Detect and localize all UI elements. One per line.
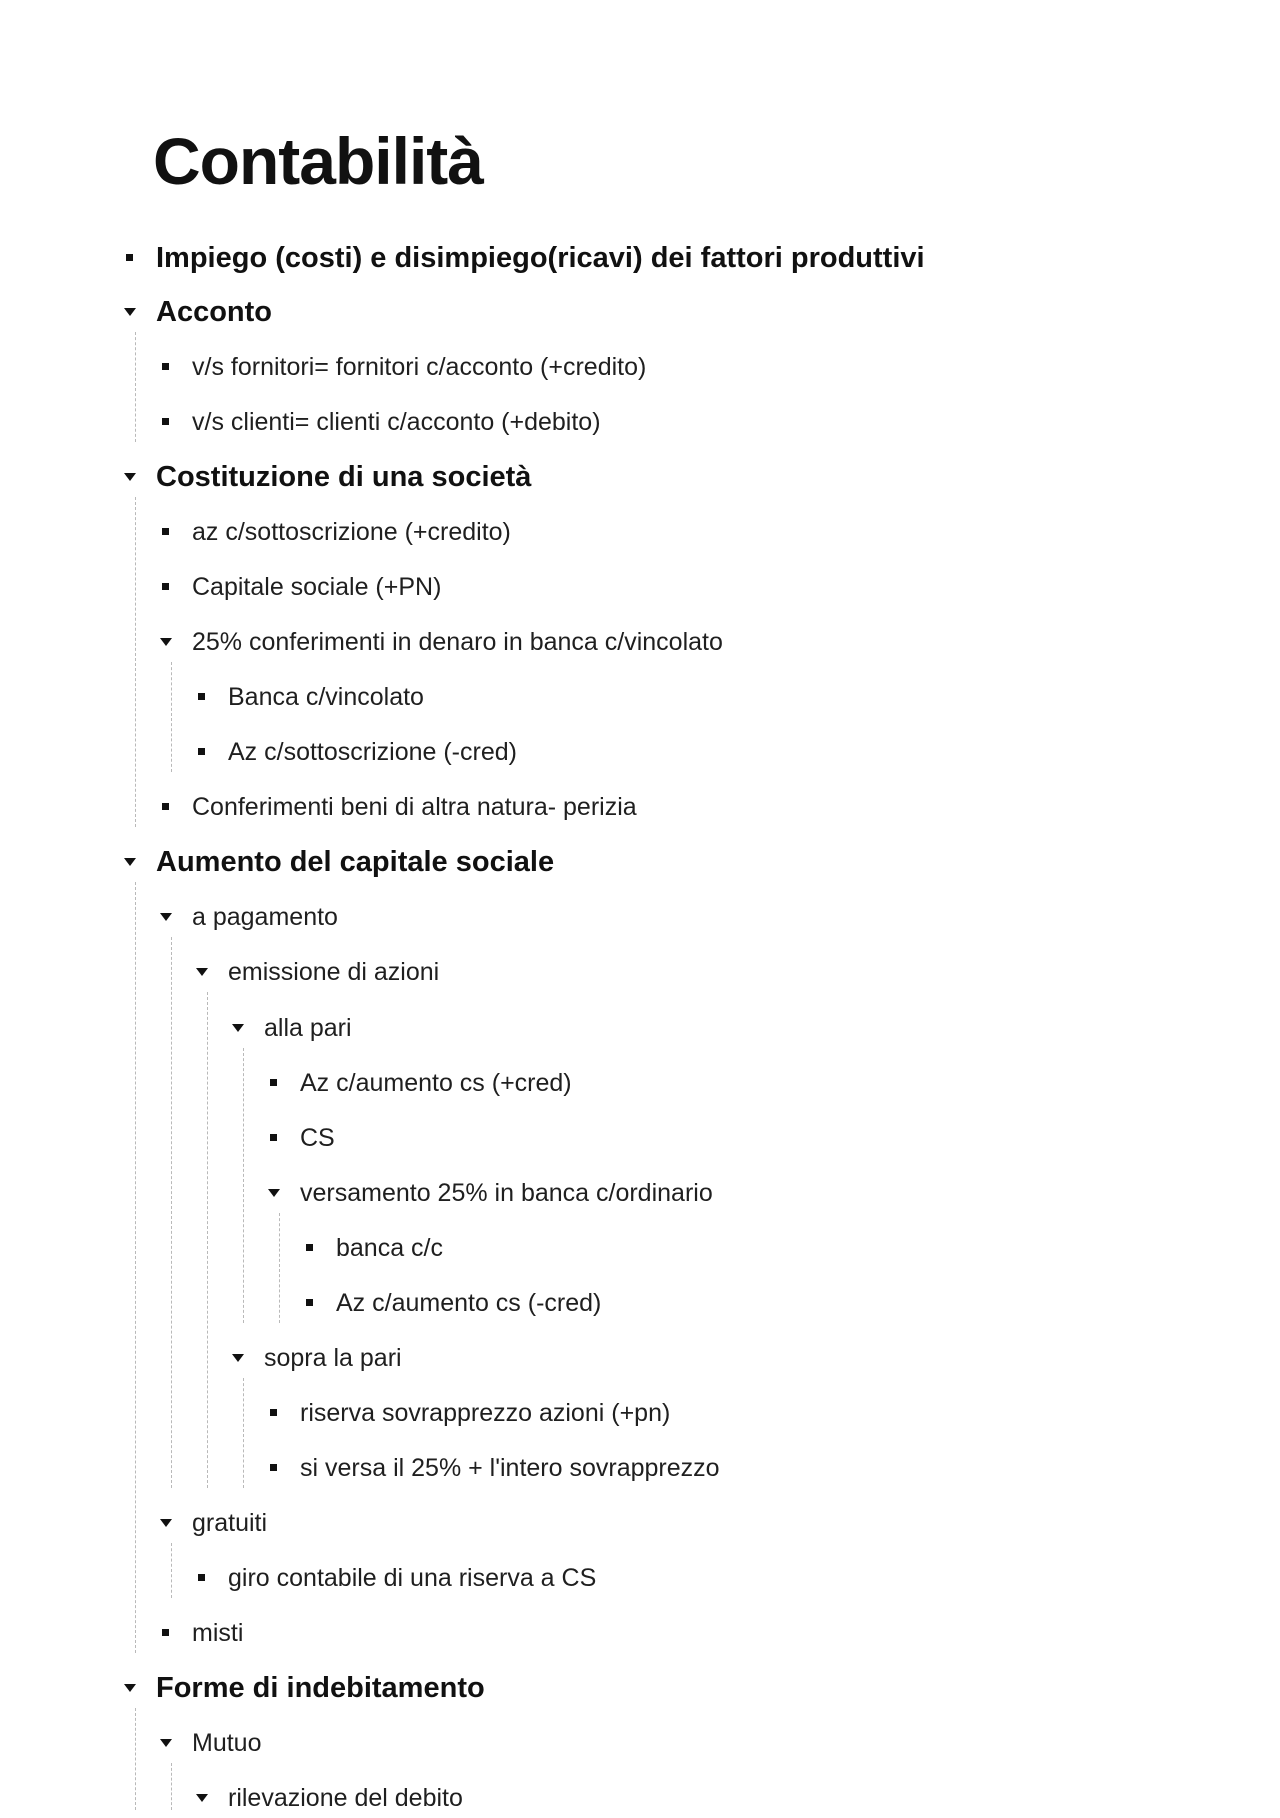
outline-item-text: si versa il 25% + l'intero sovrapprezzo	[300, 1454, 720, 1482]
outline-item	[0, 512, 1280, 552]
collapse-caret-icon[interactable]	[232, 1024, 244, 1032]
outline-toggle-item	[0, 1503, 1280, 1543]
outline-item-text: Conferimenti beni di altra natura- perizia	[192, 793, 637, 821]
outline-item	[0, 1283, 1280, 1323]
outline-toggle-item	[0, 457, 1280, 497]
outline-toggle-item	[0, 1173, 1280, 1213]
indent-guide	[243, 1048, 244, 1323]
outline-item	[0, 1613, 1280, 1653]
outline-item-text: emissione di azioni	[228, 958, 440, 986]
bullet-icon	[162, 363, 169, 370]
collapse-caret-icon[interactable]	[268, 1189, 280, 1197]
outline-item	[0, 347, 1280, 387]
collapse-caret-icon[interactable]	[124, 308, 136, 316]
bullet-icon	[270, 1134, 277, 1141]
outline-item	[0, 787, 1280, 827]
outline-item-text: Az c/sottoscrizione (-cred)	[228, 738, 517, 766]
outline-item	[0, 1118, 1280, 1158]
outline-item-text: Mutuo	[192, 1729, 262, 1757]
outline-item	[0, 732, 1280, 772]
outline-item-text: Impiego (costi) e disimpiego(ricavi) dei fattori produttivi	[156, 242, 925, 274]
outline-toggle-item	[0, 622, 1280, 662]
outline-toggle-item	[0, 1008, 1280, 1048]
indent-guide	[171, 662, 172, 772]
indent-guide	[135, 882, 136, 1653]
indent-guide	[135, 1708, 136, 1810]
bullet-icon	[126, 254, 133, 261]
outline-item-text: az c/sottoscrizione (+credito)	[192, 518, 511, 546]
outline-item	[0, 1063, 1280, 1103]
outline-item-text: Capitale sociale (+PN)	[192, 573, 442, 601]
indent-guide	[135, 332, 136, 442]
collapse-caret-icon[interactable]	[232, 1354, 244, 1362]
outline-item	[0, 402, 1280, 442]
bullet-icon	[162, 418, 169, 425]
indent-guide	[171, 1763, 172, 1810]
outline-item-text: Az c/aumento cs (-cred)	[336, 1289, 602, 1317]
outline-item-text: Acconto	[156, 296, 272, 328]
collapse-caret-icon[interactable]	[196, 1794, 208, 1802]
indent-guide	[171, 937, 172, 1488]
outline-toggle-item	[0, 952, 1280, 992]
outline-toggle-item	[0, 842, 1280, 882]
outline-toggle-item	[0, 1778, 1280, 1818]
collapse-caret-icon[interactable]	[124, 1684, 136, 1692]
outline-item-text: a pagamento	[192, 903, 338, 931]
outline-item-text: CS	[300, 1124, 335, 1152]
outline-toggle-item	[0, 292, 1280, 332]
outline-item-text: Forme di indebitamento	[156, 1672, 485, 1704]
outline-item-text: Costituzione di una società	[156, 461, 532, 493]
indent-guide	[243, 1378, 244, 1488]
outline-item-text: v/s clienti= clienti c/acconto (+debito)	[192, 408, 601, 436]
outline-item-text: misti	[192, 1619, 244, 1647]
outline-item	[0, 1448, 1280, 1488]
outline-item-text: 25% conferimenti in denaro in banca c/vincolato	[192, 628, 723, 656]
bullet-icon	[162, 1629, 169, 1636]
outline-item-text: sopra la pari	[264, 1344, 402, 1372]
outline-item	[0, 1558, 1280, 1598]
outline-item	[0, 238, 1280, 278]
bullet-icon	[198, 693, 205, 700]
indent-guide	[279, 1213, 280, 1323]
outline-item-text: v/s fornitori= fornitori c/acconto (+credito)	[192, 353, 647, 381]
outline-item	[0, 567, 1280, 607]
outline-toggle-item	[0, 1338, 1280, 1378]
outline-item-text: versamento 25% in banca c/ordinario	[300, 1179, 713, 1207]
outline-toggle-item	[0, 1723, 1280, 1763]
page-title: Contabilità	[153, 124, 483, 198]
collapse-caret-icon[interactable]	[160, 913, 172, 921]
outline-item	[0, 677, 1280, 717]
collapse-caret-icon[interactable]	[196, 968, 208, 976]
indent-guide	[207, 992, 208, 1488]
bullet-icon	[270, 1409, 277, 1416]
outline-item-text: alla pari	[264, 1014, 352, 1042]
collapse-caret-icon[interactable]	[160, 1519, 172, 1527]
outline-toggle-item	[0, 1668, 1280, 1708]
outline-item-text: riserva sovrapprezzo azioni (+pn)	[300, 1399, 671, 1427]
collapse-caret-icon[interactable]	[124, 473, 136, 481]
indent-guide	[135, 497, 136, 827]
bullet-icon	[162, 528, 169, 535]
outline-item-text: banca c/c	[336, 1234, 444, 1262]
bullet-icon	[162, 583, 169, 590]
outline-item	[0, 1393, 1280, 1433]
outline-item-text: Banca c/vincolato	[228, 683, 424, 711]
bullet-icon	[162, 803, 169, 810]
outline-item-text: Aumento del capitale sociale	[156, 846, 555, 878]
bullet-icon	[270, 1079, 277, 1086]
outline-item-text: giro contabile di una riserva a CS	[228, 1564, 597, 1592]
outline-toggle-item	[0, 897, 1280, 937]
outline-item	[0, 1228, 1280, 1268]
bullet-icon	[198, 748, 205, 755]
collapse-caret-icon[interactable]	[160, 638, 172, 646]
indent-guide	[171, 1543, 172, 1598]
outline-item-text: gratuiti	[192, 1509, 268, 1537]
outline-item-text: rilevazione del debito	[228, 1784, 463, 1812]
collapse-caret-icon[interactable]	[124, 858, 136, 866]
bullet-icon	[270, 1464, 277, 1471]
bullet-icon	[306, 1244, 313, 1251]
bullet-icon	[198, 1574, 205, 1581]
outline-item-text: Az c/aumento cs (+cred)	[300, 1069, 572, 1097]
collapse-caret-icon[interactable]	[160, 1739, 172, 1747]
bullet-icon	[306, 1299, 313, 1306]
